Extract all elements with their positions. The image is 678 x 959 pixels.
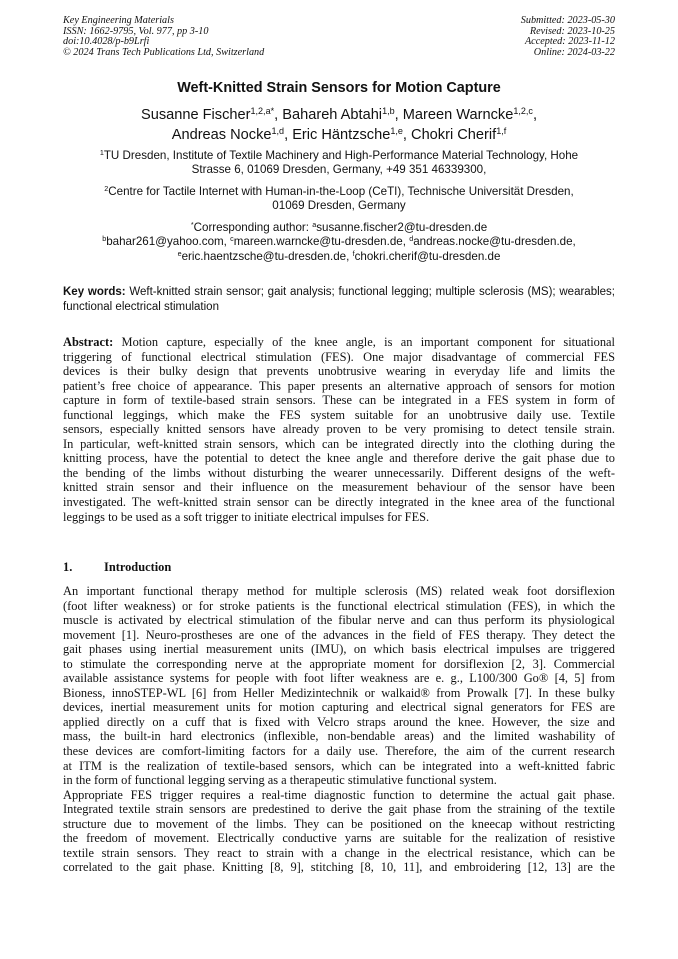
abstract-line: Abstract: Motion capture, especially of the knee angle, is an important component for situational xyxy=(63,335,615,349)
intro-line: structure due to movement of the limbs. They can be positioned on the kneecap without restricting xyxy=(63,816,615,831)
intro-line: mass, the built-in hard electronics (inflexible, non-bendable areas) and the limited washability of xyxy=(63,729,615,744)
author-affiliation-mark: 1,2,a* xyxy=(250,106,275,117)
email-link[interactable]: bahar261@yahoo.com, xyxy=(106,235,231,249)
intro-line: Integrated textile strain sensors are predestined to derive the gait phase from the straining of the textile xyxy=(63,802,615,817)
affiliation-2 xyxy=(40,185,638,214)
intro-line: available assistance systems for people with foot lifter weakness are e. g., L100/300 Go® [4, 5] from xyxy=(63,671,615,686)
author-affiliation-mark: 1,d xyxy=(271,125,285,136)
journal-copyright: © 2024 Trans Tech Publications Ltd, Switzerland xyxy=(63,46,265,58)
section-heading-introduction xyxy=(63,560,171,575)
author-name: Mareen Warncke xyxy=(402,107,514,123)
author-separator: , xyxy=(284,126,293,143)
date-online: Online: 2024-03-22 xyxy=(533,46,615,58)
section-title: Introduction xyxy=(104,560,172,574)
journal-issn: ISSN: 1662-9795, Vol. 977, pp 3-10 xyxy=(63,25,209,37)
author-separator: , xyxy=(274,107,283,123)
intro-line: in the form of functional legging serving as a therapeutic stimulative functional system. xyxy=(63,773,497,788)
abstract-line: knitted strain sensor and their influence on the measurement behaviour of the sensor have been xyxy=(63,480,615,495)
author-name: Susanne Fischer xyxy=(140,107,251,123)
intro-line: An important functional therapy method for multiple sclerosis (MS) related weak foot dorsiflexion xyxy=(63,584,615,598)
affiliation-text: TU Dresden, Institute of Textile Machinery and High-Performance Material Technology, Hohe xyxy=(103,149,579,162)
email-block: *Corresponding author: $^a$susanne.fischer2@tu-dresden.de $^b$bahar261@yahoo.com, $^c$mareen.warncke@tu-dresden.de, $^d$andreas.nocke@tu-dresden.de, $^e$eric.haentzsche@tu-dresden.de, $^f$chokri.cherif@tu-dresden.de xyxy=(102,220,576,263)
affiliation-text: 01069 Dresden, Germany xyxy=(272,199,406,213)
affiliation-mark: 2 xyxy=(104,184,109,194)
email-link[interactable]: eric.haentzsche@tu-dresden.de, xyxy=(181,249,353,263)
abstract-line: investigated. The weft-knitted strain sensor can be directly integrated in the knee area of the functional xyxy=(63,495,615,510)
email-link[interactable]: susanne.fischer2@tu-dresden.de xyxy=(316,221,488,234)
intro-line: applied directly on a cuff that is fixed with Velcro straps around the knee. However, the size and xyxy=(63,714,615,729)
author-affiliation-mark: 1,f xyxy=(496,125,507,136)
abstract-line: sensors, especially knitted sensors have already proven to be very promising to detect tensile strain. xyxy=(63,422,615,437)
introduction-body xyxy=(63,584,615,875)
section-number: 1. xyxy=(63,560,73,574)
intro-line: these devices are comfort-limiting factors for a daily use. Therefore, the aim of the current research xyxy=(63,744,615,759)
keywords-label: Key words: xyxy=(63,286,126,298)
email-link[interactable]: andreas.nocke@tu-dresden.de, xyxy=(413,235,576,249)
author-line-1 xyxy=(40,106,638,126)
intro-line: muscle is activated by electrical stimulation of the fibular nerve and can thus perform its physiological xyxy=(63,613,615,628)
author-line-2 xyxy=(40,126,638,146)
intro-line: textile strain sensors. They react to strain with a change in the electrical resistance, which can be xyxy=(63,845,615,860)
intro-line: devices, inertial measurement units for motion capturing and electrical signal generators for FES are xyxy=(63,700,615,715)
date-accepted: Accepted: 2023-11-12 xyxy=(524,36,615,48)
publication-dates xyxy=(521,16,615,58)
abstract-line: the bending of the limbs without disturbing the wearer unnecessarily. Different designs of the weft- xyxy=(63,465,615,480)
abstract-line: capture in form of textile-based strain sensors. These can be integrated in a FES system in form of xyxy=(63,393,615,408)
intro-line: Bioness, innoSTEP-WL [6] from Heller Medizintechnik or walkaid® from Prowalk [7]. In these bulky xyxy=(63,685,615,700)
intro-line: the freedom of movement. Electrically conductive yarns are suitable for the realization of resistive xyxy=(63,831,615,846)
date-submitted: Submitted: 2023-05-30 xyxy=(520,15,615,26)
author-separator: , xyxy=(394,107,403,123)
intro-line: correlated to the gait phase. Knitting [8, 9], stitching [8, 10, 11], and embroidering [12, 13] are the xyxy=(63,860,615,875)
affiliation-text: Strasse 6, 01069 Dresden, Germany, +49 351 46339300, xyxy=(191,163,487,177)
intro-line: to stimulate the corresponding nerve at the appropriate moment for dorsiflexion [2, 3]. Commercial xyxy=(63,656,615,671)
abstract-line: functional leggings, which make the FES system suitable for an unobtrusive daily use. Textile xyxy=(63,407,615,422)
intro-line: (foot lifter weakness) or for stroke patients is the functional electrical stimulation (FES), in which the xyxy=(63,598,615,613)
journal-doi[interactable]: doi:10.4028/p-b9Lrfi xyxy=(63,36,150,48)
author-name: Bahareh Abtahi xyxy=(282,107,383,123)
author-separator: , xyxy=(532,107,538,123)
keywords xyxy=(63,285,615,315)
corresponding-label: Corresponding author: xyxy=(193,221,313,234)
intro-line: at ITM is the realization of textile-based sensors, which can be integrated into a weft-knitted fabric xyxy=(63,758,615,773)
intro-line: movement [1]. Neuro-prostheses are one of the advances in the field of FES therapy. They detect the xyxy=(63,627,615,642)
author-affiliation-mark: 1,e xyxy=(390,125,403,136)
author-list xyxy=(40,106,638,145)
abstract-line: In particular, weft-knitted strain sensors, which can be integrated directly into the clothing during the xyxy=(63,436,615,451)
author-name: Eric Häntzsche xyxy=(292,126,391,143)
author-separator: , xyxy=(402,126,412,143)
date-revised: Revised: 2023-10-25 xyxy=(529,25,615,37)
keywords-text: Weft-knitted strain sensor; gait analysis; functional legging; multiple sclerosis (MS); wearables; functional electrical stimulation xyxy=(63,286,615,313)
author-affiliation-mark: 1,b xyxy=(382,106,395,117)
intro-line: Appropriate FES trigger requires a real-time diagnostic function to determine the actual gait phase. xyxy=(63,787,615,802)
abstract-line: patient’s free choice of appearance. This paper presents an alternative approach of sensors for motion xyxy=(63,378,615,393)
paper-title: Weft-Knitted Strain Sensors for Motion Capture xyxy=(177,80,501,96)
author-affiliation-mark: 1,2,c xyxy=(513,106,533,117)
intro-line: gait phases using inertial measurement units (IMU), on which basis electrical impulses are triggered xyxy=(63,642,615,657)
abstract-line: knitting process, have the potential to detect the knee angle and therefore derive the gait phase due to xyxy=(63,451,615,466)
affiliation-1 xyxy=(40,149,638,178)
abstract xyxy=(63,335,615,524)
abstract-label: Abstract: xyxy=(63,335,114,349)
author-name: Chokri Cherif xyxy=(411,126,497,143)
email-link[interactable]: chokri.cherif@tu-dresden.de xyxy=(354,249,501,263)
email-link[interactable]: mareen.warncke@tu-dresden.de, xyxy=(233,235,410,249)
abstract-line: leggings to be used as a soft trigger to initiate electrical impulses for FES. xyxy=(63,509,430,524)
affiliation-mark: 1 xyxy=(99,148,104,158)
journal-info xyxy=(63,16,264,58)
abstract-line: devices is their bulky design that prevents unobtrusive wearing in everyday life and limits the xyxy=(63,364,615,379)
author-name: Andreas Nocke xyxy=(171,126,272,143)
abstract-line: triggering of functional electrical stimulation (FES). One major disadvantage of commercial FES xyxy=(63,349,615,364)
affiliation-text: Centre for Tactile Internet with Human-in-the-Loop (CeTI), Technische Universität Dresden, xyxy=(108,185,574,198)
journal-name: Key Engineering Materials xyxy=(63,15,174,26)
